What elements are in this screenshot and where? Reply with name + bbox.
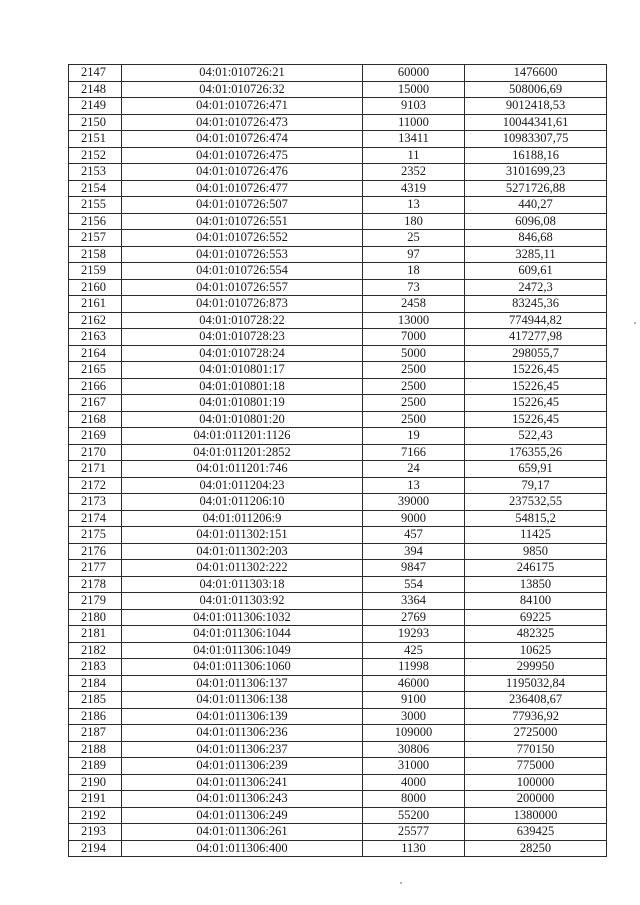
cadastral-number-cell: 04:01:011306:1060 bbox=[122, 659, 363, 676]
table-row bbox=[69, 312, 607, 329]
row-number-cell: 2159 bbox=[69, 263, 122, 280]
area-cell: 15000 bbox=[363, 81, 465, 98]
row-number-cell: 2170 bbox=[69, 444, 122, 461]
row-number-cell: 2193 bbox=[69, 824, 122, 841]
table-row bbox=[69, 230, 607, 247]
row-number-cell: 2164 bbox=[69, 345, 122, 362]
table-row bbox=[69, 609, 607, 626]
cadastral-number-cell: 04:01:011201:1126 bbox=[122, 428, 363, 445]
row-number-cell: 2148 bbox=[69, 81, 122, 98]
value-cell: 1476600 bbox=[465, 65, 607, 82]
cadastral-number-cell: 04:01:011306:249 bbox=[122, 807, 363, 824]
value-cell: 1195032,84 bbox=[465, 675, 607, 692]
table-row bbox=[69, 164, 607, 181]
area-cell: 425 bbox=[363, 642, 465, 659]
row-number-cell: 2185 bbox=[69, 692, 122, 709]
cadastral-number-cell: 04:01:011306:1032 bbox=[122, 609, 363, 626]
area-cell: 2500 bbox=[363, 362, 465, 379]
table-row bbox=[69, 131, 607, 148]
row-number-cell: 2167 bbox=[69, 395, 122, 412]
area-cell: 394 bbox=[363, 543, 465, 560]
cadastral-number-cell: 04:01:010726:557 bbox=[122, 279, 363, 296]
area-cell: 30806 bbox=[363, 741, 465, 758]
value-cell: 522,43 bbox=[465, 428, 607, 445]
table-row bbox=[69, 774, 607, 791]
cadastral-number-cell: 04:01:010726:476 bbox=[122, 164, 363, 181]
row-number-cell: 2166 bbox=[69, 378, 122, 395]
table-row bbox=[69, 428, 607, 445]
table-row bbox=[69, 494, 607, 511]
row-number-cell: 2154 bbox=[69, 180, 122, 197]
area-cell: 7166 bbox=[363, 444, 465, 461]
cadastral-number-cell: 04:01:011204:23 bbox=[122, 477, 363, 494]
cadastral-number-cell: 04:01:011302:203 bbox=[122, 543, 363, 560]
table-row bbox=[69, 114, 607, 131]
row-number-cell: 2180 bbox=[69, 609, 122, 626]
table-row bbox=[69, 593, 607, 610]
area-cell: 4000 bbox=[363, 774, 465, 791]
table-row bbox=[69, 378, 607, 395]
row-number-cell: 2189 bbox=[69, 758, 122, 775]
value-cell: 299950 bbox=[465, 659, 607, 676]
cadastral-number-cell: 04:01:011206:10 bbox=[122, 494, 363, 511]
scan-speck bbox=[400, 882, 402, 884]
area-cell: 2500 bbox=[363, 395, 465, 412]
value-cell: 10044341,61 bbox=[465, 114, 607, 131]
row-number-cell: 2192 bbox=[69, 807, 122, 824]
area-cell: 554 bbox=[363, 576, 465, 593]
area-cell: 19293 bbox=[363, 626, 465, 643]
value-cell: 79,17 bbox=[465, 477, 607, 494]
row-number-cell: 2147 bbox=[69, 65, 122, 82]
value-cell: 659,91 bbox=[465, 461, 607, 478]
cadastral-number-cell: 04:01:010726:475 bbox=[122, 147, 363, 164]
area-cell: 180 bbox=[363, 213, 465, 230]
table-row bbox=[69, 362, 607, 379]
row-number-cell: 2160 bbox=[69, 279, 122, 296]
value-cell: 775000 bbox=[465, 758, 607, 775]
value-cell: 176355,26 bbox=[465, 444, 607, 461]
table-row bbox=[69, 411, 607, 428]
table-row bbox=[69, 65, 607, 82]
table-row bbox=[69, 197, 607, 214]
value-cell: 11425 bbox=[465, 527, 607, 544]
row-number-cell: 2158 bbox=[69, 246, 122, 263]
scan-speck bbox=[634, 322, 636, 324]
area-cell: 19 bbox=[363, 428, 465, 445]
cadastral-number-cell: 04:01:011306:237 bbox=[122, 741, 363, 758]
row-number-cell: 2149 bbox=[69, 98, 122, 115]
row-number-cell: 2156 bbox=[69, 213, 122, 230]
value-cell: 9850 bbox=[465, 543, 607, 560]
row-number-cell: 2161 bbox=[69, 296, 122, 313]
value-cell: 2472,3 bbox=[465, 279, 607, 296]
table-row bbox=[69, 461, 607, 478]
value-cell: 15226,45 bbox=[465, 411, 607, 428]
value-cell: 298055,7 bbox=[465, 345, 607, 362]
area-cell: 13000 bbox=[363, 312, 465, 329]
table-row bbox=[69, 263, 607, 280]
value-cell: 2725000 bbox=[465, 725, 607, 742]
table-row bbox=[69, 213, 607, 230]
cadastral-number-cell: 04:01:010728:24 bbox=[122, 345, 363, 362]
row-number-cell: 2155 bbox=[69, 197, 122, 214]
area-cell: 4319 bbox=[363, 180, 465, 197]
cadastral-number-cell: 04:01:011306:1049 bbox=[122, 642, 363, 659]
cadastral-number-cell: 04:01:011306:239 bbox=[122, 758, 363, 775]
cadastral-number-cell: 04:01:010726:552 bbox=[122, 230, 363, 247]
value-cell: 15226,45 bbox=[465, 378, 607, 395]
area-cell: 8000 bbox=[363, 791, 465, 808]
table-row bbox=[69, 296, 607, 313]
table-row bbox=[69, 329, 607, 346]
area-cell: 5000 bbox=[363, 345, 465, 362]
area-cell: 13 bbox=[363, 477, 465, 494]
area-cell: 7000 bbox=[363, 329, 465, 346]
row-number-cell: 2153 bbox=[69, 164, 122, 181]
cadastral-number-cell: 04:01:011306:139 bbox=[122, 708, 363, 725]
cadastral-number-cell: 04:01:011201:2852 bbox=[122, 444, 363, 461]
table-row bbox=[69, 510, 607, 527]
area-cell: 109000 bbox=[363, 725, 465, 742]
cadastral-number-cell: 04:01:010726:32 bbox=[122, 81, 363, 98]
value-cell: 200000 bbox=[465, 791, 607, 808]
land-parcel-table bbox=[68, 64, 607, 857]
value-cell: 28250 bbox=[465, 840, 607, 857]
row-number-cell: 2171 bbox=[69, 461, 122, 478]
table-row bbox=[69, 675, 607, 692]
area-cell: 2769 bbox=[363, 609, 465, 626]
area-cell: 13 bbox=[363, 197, 465, 214]
row-number-cell: 2169 bbox=[69, 428, 122, 445]
cadastral-number-cell: 04:01:010726:473 bbox=[122, 114, 363, 131]
table-row bbox=[69, 543, 607, 560]
value-cell: 9012418,53 bbox=[465, 98, 607, 115]
row-number-cell: 2184 bbox=[69, 675, 122, 692]
value-cell: 5271726,88 bbox=[465, 180, 607, 197]
area-cell: 55200 bbox=[363, 807, 465, 824]
value-cell: 770150 bbox=[465, 741, 607, 758]
value-cell: 6096,08 bbox=[465, 213, 607, 230]
area-cell: 457 bbox=[363, 527, 465, 544]
area-cell: 25 bbox=[363, 230, 465, 247]
area-cell: 2500 bbox=[363, 378, 465, 395]
value-cell: 13850 bbox=[465, 576, 607, 593]
table-row bbox=[69, 626, 607, 643]
cadastral-number-cell: 04:01:010726:474 bbox=[122, 131, 363, 148]
value-cell: 84100 bbox=[465, 593, 607, 610]
table-row bbox=[69, 444, 607, 461]
row-number-cell: 2176 bbox=[69, 543, 122, 560]
row-number-cell: 2188 bbox=[69, 741, 122, 758]
cadastral-number-cell: 04:01:011302:222 bbox=[122, 560, 363, 577]
cadastral-number-cell: 04:01:010801:20 bbox=[122, 411, 363, 428]
cadastral-number-cell: 04:01:011306:137 bbox=[122, 675, 363, 692]
table-row bbox=[69, 791, 607, 808]
row-number-cell: 2187 bbox=[69, 725, 122, 742]
table-row bbox=[69, 741, 607, 758]
value-cell: 15226,45 bbox=[465, 362, 607, 379]
area-cell: 25577 bbox=[363, 824, 465, 841]
table-row bbox=[69, 642, 607, 659]
cadastral-number-cell: 04:01:010726:471 bbox=[122, 98, 363, 115]
row-number-cell: 2190 bbox=[69, 774, 122, 791]
area-cell: 11000 bbox=[363, 114, 465, 131]
table-row bbox=[69, 345, 607, 362]
cadastral-number-cell: 04:01:011306:261 bbox=[122, 824, 363, 841]
area-cell: 46000 bbox=[363, 675, 465, 692]
row-number-cell: 2168 bbox=[69, 411, 122, 428]
row-number-cell: 2178 bbox=[69, 576, 122, 593]
area-cell: 9847 bbox=[363, 560, 465, 577]
row-number-cell: 2181 bbox=[69, 626, 122, 643]
value-cell: 417277,98 bbox=[465, 329, 607, 346]
value-cell: 54815,2 bbox=[465, 510, 607, 527]
cadastral-number-cell: 04:01:010728:23 bbox=[122, 329, 363, 346]
cadastral-number-cell: 04:01:010801:18 bbox=[122, 378, 363, 395]
cadastral-number-cell: 04:01:010726:873 bbox=[122, 296, 363, 313]
value-cell: 508006,69 bbox=[465, 81, 607, 98]
area-cell: 11 bbox=[363, 147, 465, 164]
area-cell: 2352 bbox=[363, 164, 465, 181]
row-number-cell: 2179 bbox=[69, 593, 122, 610]
area-cell: 3000 bbox=[363, 708, 465, 725]
table-row bbox=[69, 81, 607, 98]
cadastral-number-cell: 04:01:011206:9 bbox=[122, 510, 363, 527]
value-cell: 1380000 bbox=[465, 807, 607, 824]
table-row bbox=[69, 758, 607, 775]
table-row bbox=[69, 147, 607, 164]
table-row bbox=[69, 560, 607, 577]
table-body bbox=[69, 65, 607, 857]
cadastral-number-cell: 04:01:011306:243 bbox=[122, 791, 363, 808]
area-cell: 2458 bbox=[363, 296, 465, 313]
value-cell: 846,68 bbox=[465, 230, 607, 247]
area-cell: 9103 bbox=[363, 98, 465, 115]
table-row bbox=[69, 98, 607, 115]
value-cell: 100000 bbox=[465, 774, 607, 791]
cadastral-number-cell: 04:01:011201:746 bbox=[122, 461, 363, 478]
table-row bbox=[69, 807, 607, 824]
row-number-cell: 2151 bbox=[69, 131, 122, 148]
cadastral-number-cell: 04:01:011302:151 bbox=[122, 527, 363, 544]
value-cell: 10625 bbox=[465, 642, 607, 659]
cadastral-number-cell: 04:01:010728:22 bbox=[122, 312, 363, 329]
row-number-cell: 2173 bbox=[69, 494, 122, 511]
cadastral-number-cell: 04:01:011306:138 bbox=[122, 692, 363, 709]
value-cell: 774944,82 bbox=[465, 312, 607, 329]
cadastral-number-cell: 04:01:010801:17 bbox=[122, 362, 363, 379]
row-number-cell: 2162 bbox=[69, 312, 122, 329]
row-number-cell: 2186 bbox=[69, 708, 122, 725]
cadastral-number-cell: 04:01:010726:553 bbox=[122, 246, 363, 263]
table-row bbox=[69, 824, 607, 841]
value-cell: 83245,36 bbox=[465, 296, 607, 313]
value-cell: 69225 bbox=[465, 609, 607, 626]
area-cell: 18 bbox=[363, 263, 465, 280]
cadastral-number-cell: 04:01:010726:507 bbox=[122, 197, 363, 214]
cadastral-number-cell: 04:01:010726:554 bbox=[122, 263, 363, 280]
cadastral-number-cell: 04:01:010726:21 bbox=[122, 65, 363, 82]
table-row bbox=[69, 725, 607, 742]
value-cell: 236408,67 bbox=[465, 692, 607, 709]
row-number-cell: 2165 bbox=[69, 362, 122, 379]
table-row bbox=[69, 246, 607, 263]
area-cell: 24 bbox=[363, 461, 465, 478]
area-cell: 60000 bbox=[363, 65, 465, 82]
row-number-cell: 2157 bbox=[69, 230, 122, 247]
row-number-cell: 2191 bbox=[69, 791, 122, 808]
table-row bbox=[69, 576, 607, 593]
value-cell: 10983307,75 bbox=[465, 131, 607, 148]
table-row bbox=[69, 395, 607, 412]
value-cell: 77936,92 bbox=[465, 708, 607, 725]
area-cell: 31000 bbox=[363, 758, 465, 775]
value-cell: 482325 bbox=[465, 626, 607, 643]
table-row bbox=[69, 180, 607, 197]
value-cell: 639425 bbox=[465, 824, 607, 841]
area-cell: 3364 bbox=[363, 593, 465, 610]
value-cell: 246175 bbox=[465, 560, 607, 577]
cadastral-number-cell: 04:01:010726:477 bbox=[122, 180, 363, 197]
table-row bbox=[69, 840, 607, 857]
area-cell: 9100 bbox=[363, 692, 465, 709]
value-cell: 609,61 bbox=[465, 263, 607, 280]
table-row bbox=[69, 477, 607, 494]
table-row bbox=[69, 692, 607, 709]
cadastral-number-cell: 04:01:011306:400 bbox=[122, 840, 363, 857]
area-cell: 73 bbox=[363, 279, 465, 296]
row-number-cell: 2183 bbox=[69, 659, 122, 676]
table-row bbox=[69, 279, 607, 296]
cadastral-number-cell: 04:01:011303:18 bbox=[122, 576, 363, 593]
table-row bbox=[69, 527, 607, 544]
cadastral-number-cell: 04:01:010801:19 bbox=[122, 395, 363, 412]
area-cell: 11998 bbox=[363, 659, 465, 676]
row-number-cell: 2172 bbox=[69, 477, 122, 494]
row-number-cell: 2194 bbox=[69, 840, 122, 857]
table-row bbox=[69, 708, 607, 725]
row-number-cell: 2182 bbox=[69, 642, 122, 659]
area-cell: 39000 bbox=[363, 494, 465, 511]
row-number-cell: 2150 bbox=[69, 114, 122, 131]
cadastral-number-cell: 04:01:010726:551 bbox=[122, 213, 363, 230]
area-cell: 97 bbox=[363, 246, 465, 263]
cadastral-number-cell: 04:01:011306:1044 bbox=[122, 626, 363, 643]
cadastral-number-cell: 04:01:011303:92 bbox=[122, 593, 363, 610]
area-cell: 2500 bbox=[363, 411, 465, 428]
cadastral-number-cell: 04:01:011306:241 bbox=[122, 774, 363, 791]
value-cell: 3101699,23 bbox=[465, 164, 607, 181]
value-cell: 3285,11 bbox=[465, 246, 607, 263]
row-number-cell: 2163 bbox=[69, 329, 122, 346]
value-cell: 440,27 bbox=[465, 197, 607, 214]
value-cell: 237532,55 bbox=[465, 494, 607, 511]
cadastral-number-cell: 04:01:011306:236 bbox=[122, 725, 363, 742]
area-cell: 9000 bbox=[363, 510, 465, 527]
value-cell: 15226,45 bbox=[465, 395, 607, 412]
area-cell: 13411 bbox=[363, 131, 465, 148]
row-number-cell: 2175 bbox=[69, 527, 122, 544]
row-number-cell: 2152 bbox=[69, 147, 122, 164]
area-cell: 1130 bbox=[363, 840, 465, 857]
table-row bbox=[69, 659, 607, 676]
row-number-cell: 2177 bbox=[69, 560, 122, 577]
value-cell: 16188,16 bbox=[465, 147, 607, 164]
row-number-cell: 2174 bbox=[69, 510, 122, 527]
